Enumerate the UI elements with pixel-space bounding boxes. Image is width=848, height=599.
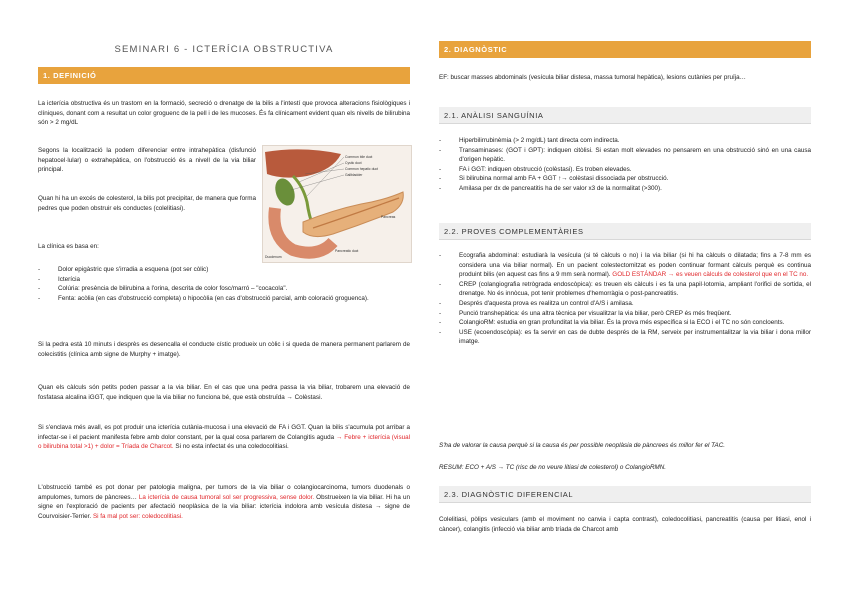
subsection-heading-differential: 2.3. DIAGNÒSTIC DIFERENCIAL <box>439 486 811 503</box>
charcot-triad-highlight: → Febre + icterícia (visual o bilirubina total >1) + dolor = Tríada de Charcot. <box>38 433 410 451</box>
paragraph-clinic-intro: La clínica es basa en: <box>38 243 99 250</box>
list-item: - Amilasa per dx de pancreatitis ha de ser valor x3 de la normalitat (>300). <box>439 184 662 192</box>
biliary-anatomy-illustration <box>263 146 411 262</box>
list-item: - Fenta: acòlia (en cas d'obstrucció completa) o hipocòlia (en cas d'obstrucció parcial, amb coloració groguenca). <box>38 294 369 302</box>
figure-label-2: Common hepatic duct <box>345 167 378 171</box>
note-summary: RESUM: ECO + A/S → TC (risc de no veure litiasi de colesterol) o ColangioRMN. <box>439 464 667 471</box>
figure-label-6: Pancreatic duct <box>335 249 359 253</box>
complementary-tests-list <box>439 251 811 347</box>
paragraph-localization: Segons la localització la podem diferenciar entre intrahepàtica (disfunció hepatocel·lular) o extrahepàtica, on l'obstrucció és a nivell de la via biliar principal. <box>38 147 256 174</box>
paragraph-cholesterol: Quan hi ha un excés de colesterol, la bilis pot precipitar, de manera que forma pedres que poden obstruir els conductes (colelitiasi). <box>38 195 256 212</box>
tumoral-highlight: La icterícia de causa tumoral sol ser progressiva, sense dolor. <box>138 493 315 501</box>
figure-label-4: Pancreas <box>381 215 396 219</box>
figure-label-1: Cystic duct <box>345 161 362 165</box>
section-heading-definicio: 1. DEFINICIÓ <box>38 67 410 84</box>
list-item: - Dolor epigàstric que s'irradia a esquena (pot ser còlic) <box>38 266 209 273</box>
list-item: - FA i GGT: indiquen obstrucció (colèstasi). Es troben elevades. <box>439 165 632 173</box>
list-item: - Hiperbilirrubinèmia (> 2 mg/dL) tant directa com indirecta. <box>439 137 620 144</box>
list-item: - Si bilirubina normal amb FA + GGT ↑→ colèstasi dissociada per obstrucció. <box>439 175 669 183</box>
list-item: - Colúria: presència de bilirubina a l'orina, descrita de color fosc/marró – "cocacola". <box>38 285 288 293</box>
list-item: - USE (ecoendoscòpia): es fa servir en cas de dubte després de la RM, serveix per instrumentalitzar la via biliar i dona millor imatge. <box>439 328 811 346</box>
paragraph-physical-exam: EF: buscar masses abdominals (vesícula biliar distesa, massa tumoral hepàtica), lesions cutànies per pruïja… <box>439 74 746 81</box>
note-neoplasia: S'ha de valorar la causa perquè si la causa és per possible neoplàsia de pàncrees és millor fer el TAC. <box>439 442 725 449</box>
list-item: - Després d'aquesta prova es realitza un control d'A/S i amilasa. <box>439 299 634 307</box>
gold-standard-highlight: GOLD ESTÁNDAR → es veuen càlculs de colesterol que en el TC no. <box>612 271 809 279</box>
list-item: - Punció transhepàtica: és una altra tècnica per visualitzar la via biliar, però CREP és més freqüent. <box>439 309 732 317</box>
list-item: - ColangioRM: estudia en gran profunditat la via biliar. És la prova més específica si la ECO i el TC no són concloents. <box>439 319 785 327</box>
paragraph-differential: Colelitiasi, pòlips vesiculars (amb el moviment no canvia i capta contrast), coledocolitiasi, pancreatitis (causa per litiasi, enol i càncer), colangitis (infecció via biliar amb tríada de Charcot amb <box>439 516 811 533</box>
figure-label-3: Gallbladder <box>345 173 363 177</box>
clinical-list <box>38 265 410 303</box>
list-item: - CREP (colangiografia retrògrada endoscòpica): es treuen els càlculs i es fa una papil·lotomia, ampliant l'orifici de sortida, el drenatge. No és innòcua, pot tenir problemes d'hemorràgia o post-pancreatitis. <box>439 280 811 298</box>
list-item: - Icterícia <box>38 275 81 283</box>
page-title: SEMINARI 6 - ICTERÍCIA OBSTRUCTIVA <box>114 44 334 55</box>
paragraph-cholangitis: Si s'enclava més avall, es pot produir una icterícia cutània-mucosa i una elevació de FA i GGT. Quan la bilis s'acumula pot arribar a infectar-se i el pacient manifesta febre amb dolor constant, per la qual cosa parlarem de Colangitis aguda → Febre + icterícia (visual o bilirubina total >1) + dolor = Tríada de Charcot. Si no esta infectat és una coledocolitiasi. <box>38 424 410 451</box>
figure-label-0: Common bile duct <box>345 155 373 159</box>
figure-label-5: Duodenum <box>265 255 282 259</box>
list-item: - Transaminases: (GOT i GPT): indiquen citòlisi. Si estan molt elevades no pensarem en una obstrucció sinó en una causa d'origen hepàtic. <box>439 146 811 164</box>
anatomy-figure <box>262 145 412 263</box>
section-heading-diagnostic: 2. DIAGNÒSTIC <box>439 41 811 58</box>
choledocholithiasis-highlight: Si fa mal pot ser: coledocolitiasi. <box>92 512 183 520</box>
list-item: - Ecografia abdominal: estudiarà la vesícula (si té càlculs o no) i la via biliar (si hi ha càlculs o dilatada; fins a 7-8 mm es considera una via biliar normal). En un pacient colestectomitzat es poden continuar formant càlculs perquè es continua produint bilis (en aquest cas fins a 9 mm serà normal). GOLD ESTÁNDAR → es veuen càlculs de colesterol que en el TC no. <box>439 252 811 279</box>
paragraph-cholecystitis: Si la pedra està 10 minuts i desprès es desencalla el conducte cístic produeix un còlic i si queda de manera permanent parlarem de colecistitis (clínica amb signe de Murphy + imatge). <box>38 341 410 358</box>
subsection-heading-blood-analysis: 2.1. ANÀLISI SANGUÍNIA <box>439 107 811 124</box>
paragraph-cholestasis: Quan els càlculs són petits poden passar a la via biliar. En el cas que una pedra passa la via biliar, trobarem una elevació de fosfatasa alcalina iGGT, que indiquen que la via biliar no funciona bé, que està obstruïda → Colèstasi. <box>38 384 410 401</box>
blood-analysis-list <box>439 136 811 194</box>
subsection-heading-complementary-tests: 2.2. PROVES COMPLEMENTÀRIES <box>439 223 811 240</box>
paragraph-definition: La icterícia obstructiva és un trastorn en la formació, secreció o drenatge de la bilis a l'intestí que provoca alteracions fisiològiques i clíniques, donant com a resultat un color groguenc de la pell i de les mucoses. És fa clínicament evident quan els nivells de bilirubina són > 2 mg/dL <box>38 100 410 127</box>
paragraph-malignant: L'obstrucció també es pot donar per patologia maligna, per tumors de la via biliar o colangiocarcinoma, tumors duodenals o ampulomes, tumors de pàncrees… La icterícia de causa tumoral sol ser progressiva, sense dolor. Obstrueixen la via biliar. Hi ha un signe en l'exploració de pacients per afectació neoplàsica de la via biliar: icterícia indolora amb vesícula distesa → signe de Courvoisier-Terrier. Si fa mal pot ser: coledocolitiasi. <box>38 484 410 520</box>
